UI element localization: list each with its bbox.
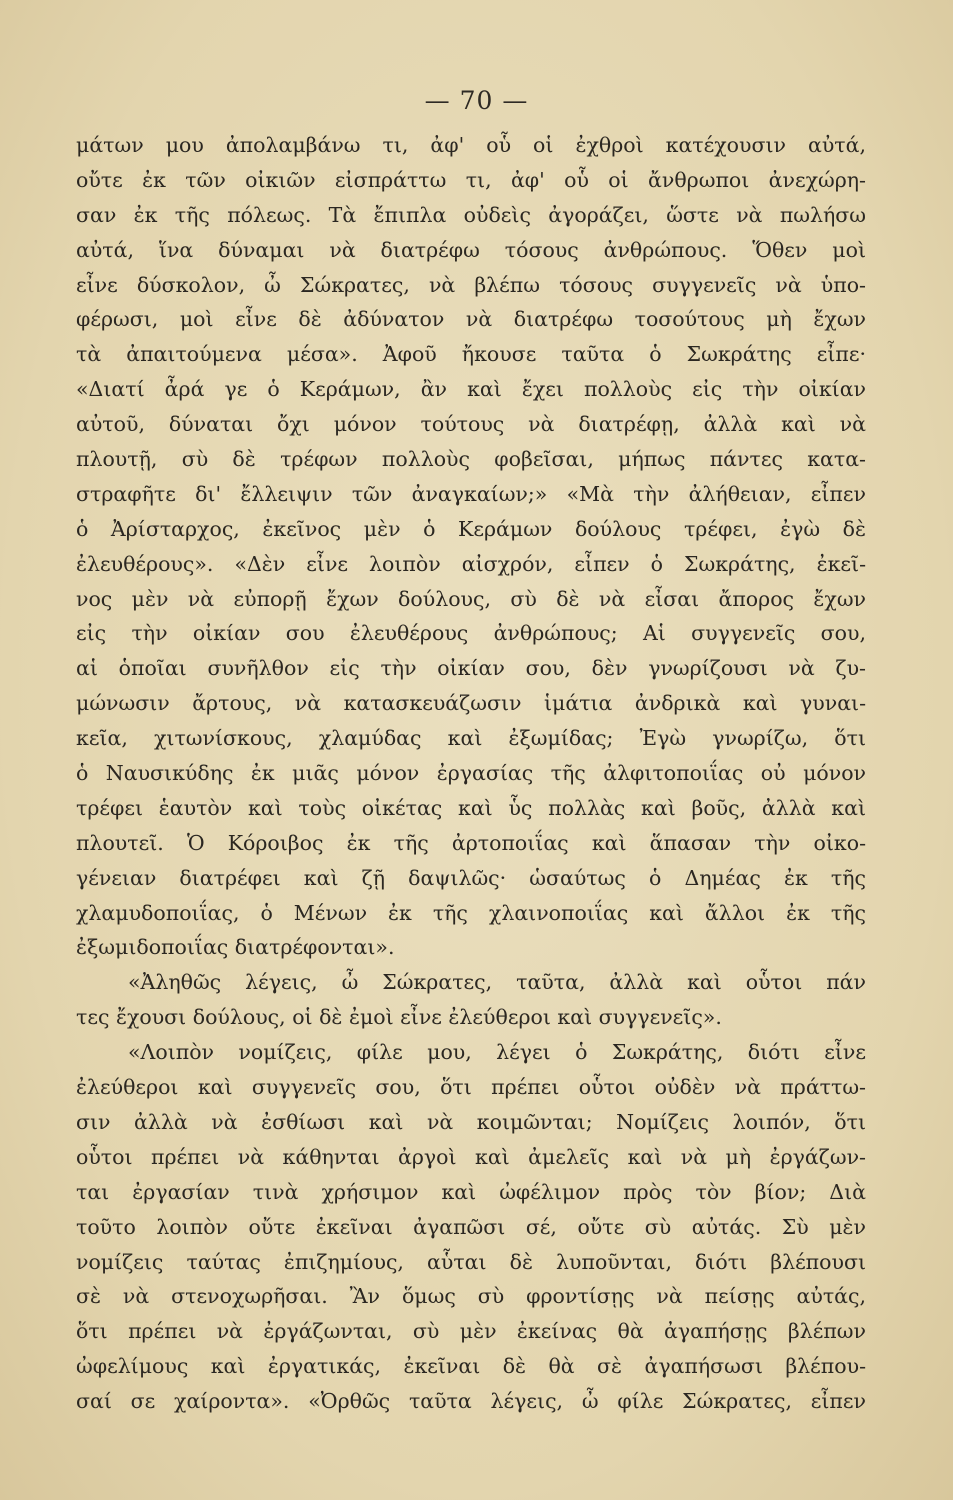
text-line: κεῖα, χιτωνίσκους, χλαμύδας καὶ ἐξωμίδας; Ἐγὼ γνωρίζω, ὅτι [76,726,866,751]
text-line: φέρωσι, μοὶ εἶνε δὲ ἀδύνατον νὰ διατρέφω τοσούτους μὴ ἔχων [76,307,866,332]
text-line: στραφῆτε δι' ἔλλειψιν τῶν ἀναγκαίων;» «Μὰ τὴν ἀλήθειαν, εἶπεν [76,481,866,506]
text-line: «Λοιπὸν νομίζεις, φίλε μου, λέγει ὁ Σωκράτης, διότι εἶνε [128,1040,866,1065]
text-line: «Ἀληθῶς λέγεις, ὦ Σώκρατες, ταῦτα, ἀλλὰ καὶ οὗτοι πάν [128,970,866,995]
text-line: ὁ Ἀρίσταρχος, ἐκεῖνος μὲν ὁ Κεράμων δούλους τρέφει, ἐγὼ δὲ [76,516,866,541]
text-line: μάτων μου ἀπολαμβάνω τι, ἀφ' οὗ οἱ ἐχθροὶ κατέχουσιν αὐτά, [76,133,866,157]
page-number: — 70 — [424,86,529,115]
text-line: πλουτῇ, σὺ δὲ τρέφων πολλοὺς φοβεῖσαι, μήπως πάντες κατα- [76,447,866,472]
text-line: νος μὲν νὰ εὐπορῇ ἔχων δούλους, σὺ δὲ νὰ εἶσαι ἄπορος ἔχων [76,586,866,611]
text-line: ἐλεύθεροι καὶ συγγενεῖς σου, ὅτι πρέπει οὗτοι οὐδὲν νὰ πράττω- [76,1075,866,1100]
text-line: οὔτε ἐκ τῶν οἰκιῶν εἰσπράττω τι, ἀφ' οὗ οἱ ἄνθρωποι ἀνεχώρη- [76,167,866,192]
text-line: πλουτεῖ. Ὁ Κόροιβος ἐκ τῆς ἀρτοποιΐας καὶ ἅπασαν τὴν οἰκο- [76,830,866,855]
text-line: τες ἔχουσι δούλους, οἱ δὲ ἐμοὶ εἶνε ἐλεύθεροι καὶ συγγενεῖς». [76,1005,722,1030]
text-line: ὁ Ναυσικύδης ἐκ μιᾶς μόνον ἐργασίας τῆς ἀλφιτοποιΐας οὐ μόνον [76,761,866,786]
text-line: οὗτοι πρέπει νὰ κάθηνται ἀργοὶ καὶ ἀμελεῖς καὶ νὰ μὴ ἐργάζων- [76,1144,866,1169]
text-line: εἶνε δύσκολον, ὦ Σώκρατες, νὰ βλέπω τόσους συγγενεῖς νὰ ὑπο- [76,272,866,297]
body-text [76,128,866,1419]
text-line: σιν ἀλλὰ νὰ ἐσθίωσι καὶ νὰ κοιμῶνται; Νομίζεις λοιπόν, ὅτι [76,1109,866,1134]
text-line: σαν ἐκ τῆς πόλεως. Τὰ ἔπιπλα οὐδεὶς ἀγοράζει, ὥστε νὰ πωλήσω [76,202,866,227]
text-line: σαί σε χαίροντα». «Ὀρθῶς ταῦτα λέγεις, ὦ φίλε Σώκρατες, εἶπεν [76,1389,866,1414]
text-line: ἐξωμιδοποιΐας διατρέφονται». [76,935,395,960]
text-line: εἰς τὴν οἰκίαν σου ἐλευθέρους ἀνθρώπους; Αἱ συγγενεῖς σου, [76,621,866,646]
text-line: αἱ ὁποῖαι συνῆλθον εἰς τὴν οἰκίαν σου, δὲν γνωρίζουσι νὰ ζυ- [76,656,866,681]
text-line: νομίζεις ταύτας ἐπιζημίους, αὗται δὲ λυποῦνται, διότι βλέπουσι [76,1249,866,1274]
text-line: ὠφελίμους καὶ ἐργατικάς, ἐκεῖναι δὲ θὰ σὲ ἀγαπήσωσι βλέπου- [76,1354,866,1379]
text-line: αὐτοῦ, δύναται ὄχι μόνον τούτους νὰ διατρέφῃ, ἀλλὰ καὶ νὰ [76,412,866,437]
text-line: τὰ ἀπαιτούμενα μέσα». Ἀφοῦ ἤκουσε ταῦτα ὁ Σωκράτης εἶπε· [76,342,866,367]
text-line: τοῦτο λοιπὸν οὔτε ἐκεῖναι ἀγαπῶσι σέ, οὔτε σὺ αὐτάς. Σὺ μὲν [76,1214,866,1239]
text-line: αὐτά, ἵνα δύναμαι νὰ διατρέφω τόσους ἀνθρώπους. Ὅθεν μοὶ [76,237,866,262]
text-line: σὲ νὰ στενοχωρῆσαι. Ἂν ὅμως σὺ φροντίσῃς νὰ πείσῃς αὐτάς, [76,1284,866,1309]
text-line: τρέφει ἑαυτὸν καὶ τοὺς οἰκέτας καὶ ὗς πολλὰς καὶ βοῦς, ἀλλὰ καὶ [76,795,866,820]
text-line: ἐλευθέρους». «Δὲν εἶνε λοιπὸν αἰσχρόν, εἶπεν ὁ Σωκράτης, ἐκεῖ- [76,551,866,576]
text-line: ὅτι πρέπει νὰ ἐργάζωνται, σὺ μὲν ἐκείνας θὰ ἀγαπήσῃς βλέπων [76,1319,866,1344]
text-line: γένειαν διατρέφει καὶ ζῇ δαψιλῶς· ὡσαύτως ὁ Δημέας ἐκ τῆς [76,865,866,890]
text-line: χλαμυδοποιΐας, ὁ Μένων ἐκ τῆς χλαινοποιΐας καὶ ἄλλοι ἐκ τῆς [76,900,866,925]
text-line: «Διατί ἆρά γε ὁ Κεράμων, ἂν καὶ ἔχει πολλοὺς εἰς τὴν οἰκίαν [76,377,866,402]
text-line: μώνωσιν ἄρτους, νὰ κατασκευάζωσιν ἱμάτια ἀνδρικὰ καὶ γυναι- [76,691,866,716]
text-line: ται ἐργασίαν τινὰ χρήσιμον καὶ ὠφέλιμον πρὸς τὸν βίον; Διὰ [76,1179,866,1204]
